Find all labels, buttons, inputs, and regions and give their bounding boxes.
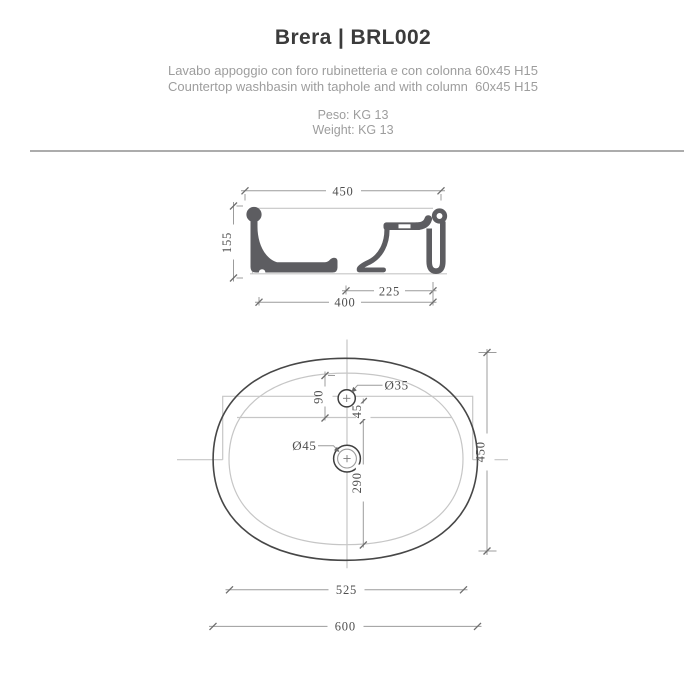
dim-label: 450 — [332, 184, 354, 199]
weight-italian: Peso: KG 13 — [317, 108, 389, 122]
taphole-diameter-label: Ø35 — [384, 377, 409, 393]
dimension-drain-to-rim — [350, 421, 371, 549]
weight-english: Weight: KG 13 — [312, 123, 394, 137]
column-channel — [429, 222, 443, 272]
dim-label: 45 — [350, 404, 364, 419]
dim-label: 400 — [334, 295, 356, 310]
dim-label: 450 — [473, 441, 488, 463]
dimension-inner-width — [226, 583, 468, 598]
basin-profile-left — [251, 217, 338, 273]
rim-neck — [416, 219, 428, 226]
description-english: Countertop washbasin with taphole and with column 60x45 H15 — [167, 79, 538, 94]
dimension-side-width — [241, 184, 445, 201]
leader-line — [352, 385, 382, 391]
dimension-rim-to-taphole — [312, 372, 335, 422]
drain-diameter-callout — [292, 438, 339, 453]
dim-label: 600 — [334, 619, 356, 634]
dim-label: 155 — [220, 231, 234, 254]
description-italian: Lavabo appoggio con foro rubinetteria e con colonna 60x45 H15 — [167, 63, 539, 78]
dim-label: 525 — [335, 583, 358, 598]
dim-label: 290 — [350, 472, 364, 494]
taphole-gap — [399, 224, 411, 228]
right-rim-roll — [434, 211, 445, 222]
dimension-plan-depth — [474, 349, 497, 555]
dimension-side-height — [220, 202, 243, 282]
plan-view-drawing — [177, 340, 508, 634]
product-title: Brera | BRL002 — [274, 26, 432, 49]
column-wall-curve — [359, 228, 387, 269]
drain-diameter-label: Ø45 — [292, 438, 317, 453]
dimension-overall-width — [209, 619, 482, 634]
dim-label: 225 — [378, 284, 401, 299]
taphole-diameter-callout — [351, 378, 409, 393]
dim-label: 90 — [311, 389, 326, 404]
side-view-drawing — [220, 184, 447, 310]
